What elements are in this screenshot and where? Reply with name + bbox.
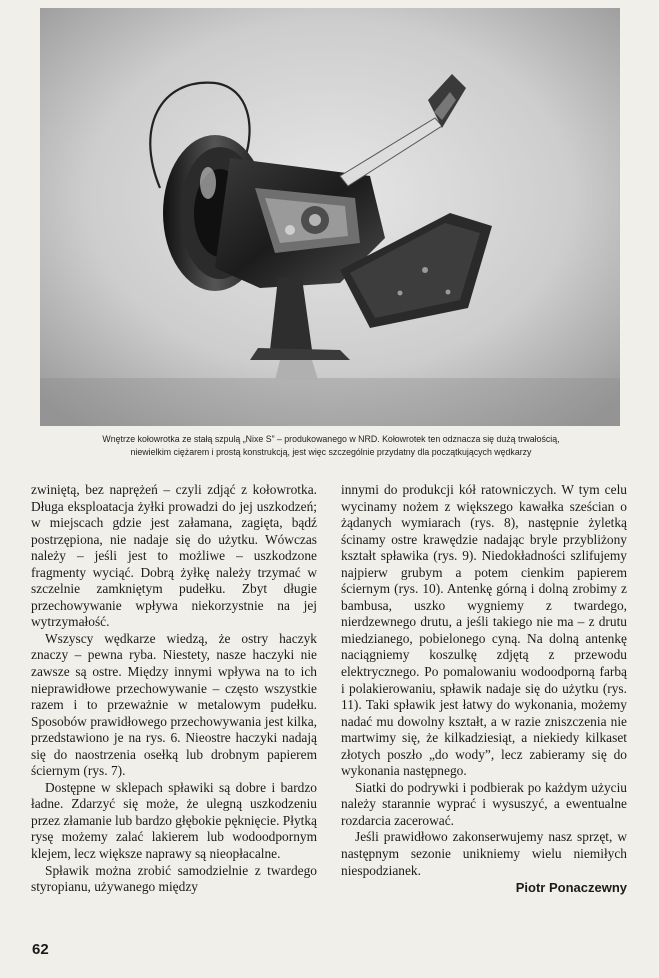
right-column bbox=[341, 482, 627, 897]
right-paragraph-2: Siatki do podrywki i podbierak po każdym użyciu należy starannie wyprać i wysuszyć, a ewentualne rozdarcia zacerować. bbox=[341, 779, 627, 828]
photo-caption bbox=[30, 433, 632, 459]
left-paragraph-2: Wszyscy wędkarze wiedzą, że ostry haczyk znaczy – pewna ryba. Niestety, nasze haczyki nie zawsze są ostre. Między innymi wpływa na to ich nieprawidłowe przechowywanie – często wszystkie razem i to przeważnie w metalowym pudełku. Sposobów prawidłowego przechowywania jest kilka, przedstawiono je na rys. 6. Nieostre haczyki nadają się do naostrzenia osełką lub drobnym papierem ściernym (rys. 7). bbox=[31, 630, 317, 779]
left-column bbox=[31, 482, 317, 896]
caption-line-1: Wnętrze kołowrotka ze stałą szpulą „Nixe S” – produkowanego w NRD. Kołowrotek ten odznacza się dużą trwałością, bbox=[102, 434, 560, 444]
reel-photo bbox=[40, 8, 620, 426]
left-paragraph-4: Spławik można zrobić samodzielnie z twardego styropianu, używanego między bbox=[31, 862, 317, 895]
caption-line-2: niewielkim ciężarem i prostą konstrukcją, jest więc szczególnie przydatny dla początkujących wędkarzy bbox=[130, 447, 532, 457]
left-paragraph-3: Dostępne w sklepach spławiki są dobre i bardzo ładne. Zdarzyć się może, że ulegną uszkodzeniu przez złamanie lub bardzo głębokie pęknięcie. Płytką rysę możemy zalać lakierem lub wodoodpornym klejem, lecz większe naprawy są nieopłacalne. bbox=[31, 779, 317, 862]
left-paragraph-1: zwiniętą, bez naprężeń – czyli zdjąć z kołowrotka. Długa eksploatacja żyłki prowadzi do jej uszkodzeń; w miejscach gdzie jest załamana, zagięta, bądź postrzępiona, nie nadaje się do użytku. Wówczas należy – jeśli jest to możliwe – uszkodzone fragmenty wyciąć. Dobrą żyłkę należy trzymać w szczelnie zamkniętym pudełku. Zbyt długie przechowywanie wpływa niekorzystnie na jej wytrzymałość. bbox=[31, 482, 317, 630]
right-paragraph-3: Jeśli prawidłowo zakonserwujemy nasz sprzęt, w następnym sezonie unikniemy wielu niemiłych niespodzianek. bbox=[341, 829, 627, 878]
right-paragraph-1: innymi do produkcji kół ratowniczych. W tym celu wycinamy nożem z większego kawałka sześcian o żądanych wymiarach (rys. 8), następnie żyletką ścinamy ostre krawędzie nadając bryle przybliżony kształt spławika (rys. 9). Niedokładności szlifujemy najpierw grubym a potem cienkim papierem ściernym (rys. 10). Antenkę górną i dolną zrobimy z bambusa, uszko wygniemy z twardego, nierdzewnego drutu, a jeśli takiego nie ma – z drutu miedzianego, pobielonego cyną. Na dolną antenkę naciągniemy koszulkę zdjętą z przewodu elektrycznego. Po pomalowaniu wodoodporną farbą i polakierowaniu, spławik nadaje się do użytku (rys. 11). Taki spławik jest łatwy do wykonania, możemy nadać mu dowolny kształt, a w razie zniszczenia nie martwimy się, że kilkadziesiąt, a niekiedy kilkaset złotych poszło „do wody”, lecz zabieramy się do wykonania następnego. bbox=[341, 482, 627, 779]
page-number: 62 bbox=[32, 941, 49, 958]
author-name: Piotr Ponaczewny bbox=[515, 880, 627, 896]
